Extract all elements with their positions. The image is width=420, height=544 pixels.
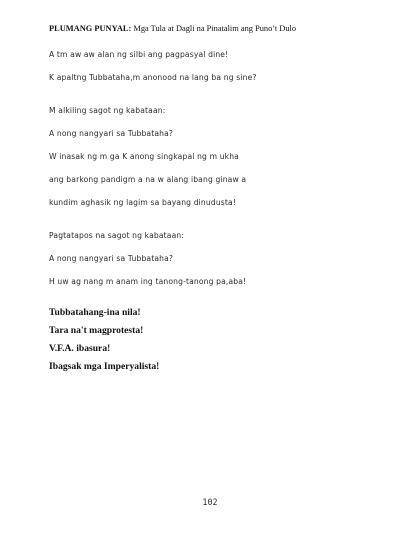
poem-line: A nong nangyari sa Tubbataha? [49,254,174,263]
poem-line: A nong nangyari sa Tubbataha? [49,129,174,138]
slogan-line: Ibagsak mga Imperyalista! [49,361,160,372]
poem-line: ang barkong pandigm a na w alang ibang ginaw a [49,175,247,184]
poem-line: H uw ag nang m anam ing tanong-tanong pa,aba! [49,277,247,286]
poem-line: A tm aw aw alan ng silbi ang pagpasyal dine! [49,50,229,59]
book-title: PLUMANG PUNYAL: [49,24,132,33]
poem-line: W inasak ng m ga K anong singkapal ng m ukha [49,152,239,161]
book-subtitle: Mga Tula at Dagli na Pinatalim ang Puno’t Dulo [131,24,297,33]
poem-line: kundim aghasik ng lagim sa bayang dinudusta! [49,198,237,207]
running-header [49,24,296,33]
page-number: 102 [202,497,218,507]
slogan-line: Tubbatahang-ina nila! [49,307,141,318]
poem-line: Pagtatapos na sagot ng kabataan: [49,231,185,240]
poem-line: K apaltng Tubbataha,m anonood na lang ba ng sine? [49,73,257,82]
slogan-line: Tara na't magprotesta! [49,325,144,336]
slogan-line: V.F.A. ibasura! [49,343,111,354]
poem-line: M alkiling sagot ng kabataan: [49,106,166,115]
